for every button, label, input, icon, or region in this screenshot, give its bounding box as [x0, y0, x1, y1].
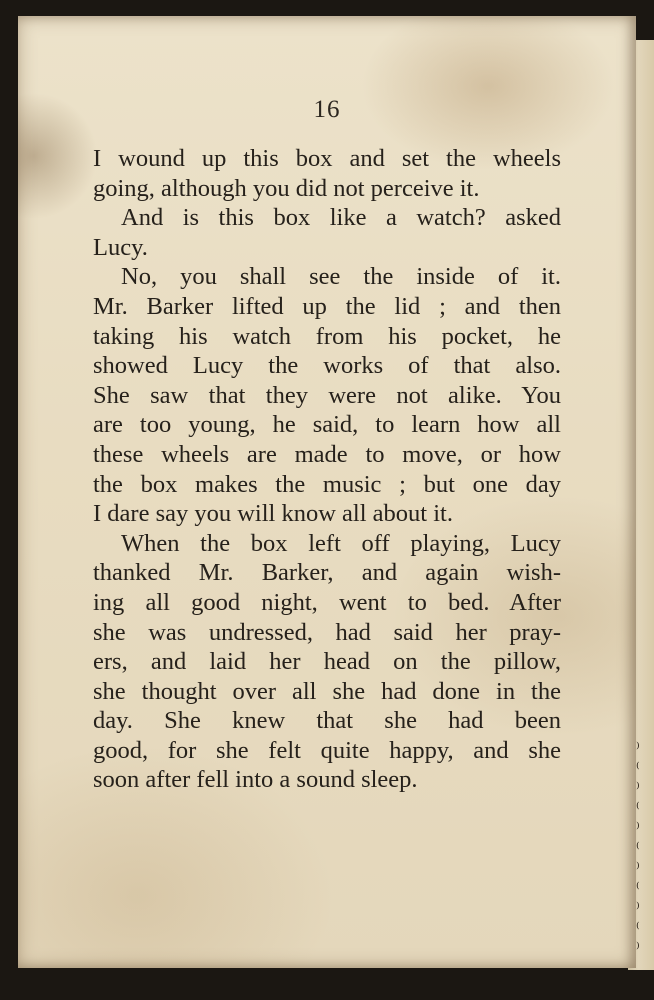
text-line: When the box left off playing, Lucy: [121, 529, 561, 557]
text-line: day. She knew that she had been: [93, 707, 561, 735]
text-line: soon after fell into a sound sleep.: [93, 766, 418, 794]
border-ornament-icon: ⁽: [636, 759, 640, 777]
border-ornament-icon: ⁽: [636, 839, 640, 857]
text-line: No, you shall see the inside of it.: [121, 263, 561, 291]
text-line: she was undressed, had said her pray-: [93, 618, 561, 646]
page-number: 16: [313, 96, 341, 123]
text-line: thanked Mr. Barker, and again wish-: [93, 559, 561, 587]
text-line: these wheels are made to move, or how: [93, 440, 561, 468]
book-page: [18, 16, 636, 968]
border-ornament-icon: ⁽: [636, 879, 640, 897]
text-line: going, although you did not perceive it.: [93, 174, 480, 202]
text-line: I wound up this box and set the wheels: [93, 145, 561, 172]
border-ornament-icon: ⁽: [636, 799, 640, 817]
text-line: I dare say you will know all about it.: [93, 500, 453, 528]
text-line: taking his watch from his pocket, he: [93, 322, 561, 350]
text-line: showed Lucy the works of that also.: [93, 352, 561, 380]
text-line: She saw that they were not alike. You: [93, 381, 561, 409]
text-line: Mr. Barker lifted up the lid ; and then: [93, 292, 561, 320]
border-ornament-icon: ⁾: [636, 819, 640, 837]
border-ornament-icon: ⁾: [636, 899, 640, 917]
border-ornament-icon: ⁾: [636, 859, 640, 877]
page-body-text: [93, 144, 561, 795]
text-line: And is this box like a watch? asked: [121, 204, 561, 232]
border-ornament-icon: ⁾: [636, 779, 640, 797]
text-line: ers, and laid her head on the pillow,: [93, 648, 561, 676]
border-ornament-icon: ⁽: [636, 919, 640, 937]
text-line: she thought over all she had done in the: [93, 677, 561, 705]
text-line: ing all good night, went to bed. After: [93, 588, 561, 616]
text-line: are too young, he said, to learn how all: [93, 411, 561, 439]
text-line: the box makes the music ; but one day: [93, 470, 561, 498]
text-line: Lucy.: [93, 233, 148, 261]
border-ornament-icon: ⁾: [636, 739, 640, 757]
border-ornament-icon: ⁾: [636, 939, 640, 957]
text-line: good, for she felt quite happy, and she: [93, 736, 561, 764]
